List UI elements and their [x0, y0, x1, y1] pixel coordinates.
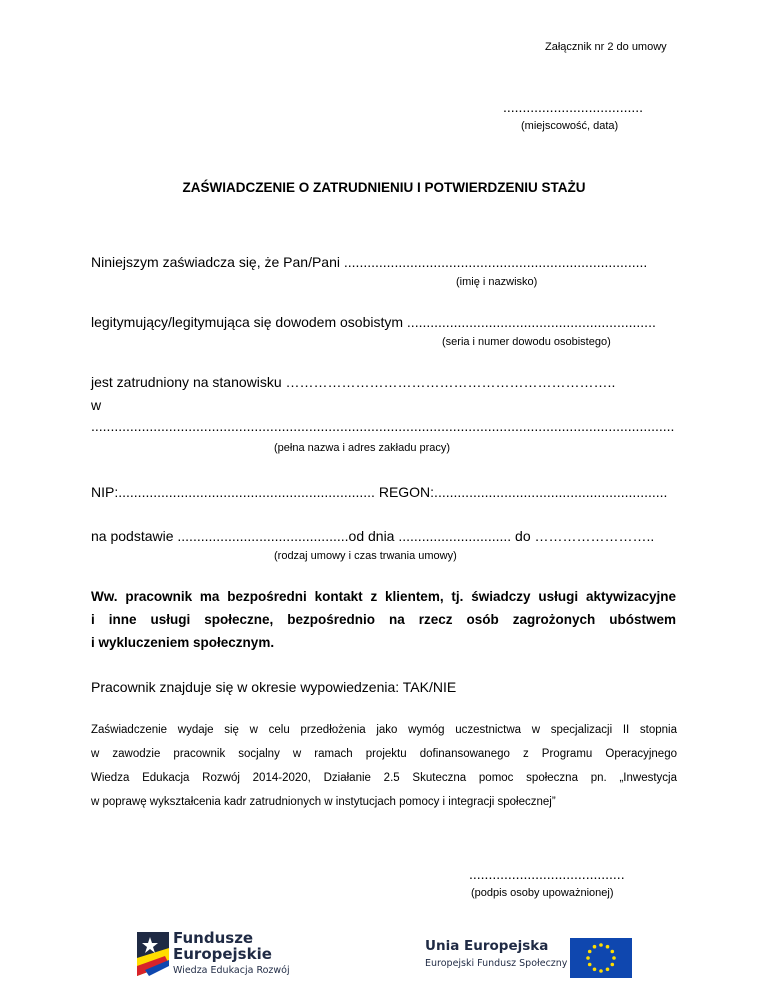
- person-line: Niniejszym zaświadcza się, że Pan/Pani ..............................................................................: [91, 254, 648, 270]
- id-line: legitymujący/legitymująca się dowodem osobistym ................................................................: [91, 314, 656, 330]
- eu-stars-icon: [570, 938, 632, 978]
- purpose-paragraph-line: Zaświadczenie wydaje się w celu przedłożenia jako wymóg uczestnictwa w specjalizacji II stopnia: [91, 724, 677, 736]
- signature-dots: ........................................: [469, 866, 625, 882]
- bold-paragraph: [91, 585, 676, 654]
- id-caption: (seria i numer dowodu osobistego): [442, 336, 611, 348]
- purpose-paragraph-line: w poprawę wykształcenia kadr zatrudnionych w instytucjach pomocy i integracji społecznej”: [91, 796, 556, 808]
- place-date-caption: (miejscowość, data): [521, 120, 619, 132]
- place-date-dots: ....................................: [503, 99, 644, 115]
- signature-caption: (podpis osoby upoważnionej): [471, 887, 614, 899]
- ue-title: Unia Europejska: [425, 938, 549, 954]
- nip-regon-line: NIP:.................................................................. REGON:............................................................: [91, 484, 668, 500]
- fe-flag-icon: [135, 930, 171, 978]
- workplace-caption: (pełna nazwa i adres zakładu pracy): [274, 442, 451, 454]
- notice-line: Pracownik znajduje się w okresie wypowiedzenia: TAK/NIE: [91, 679, 457, 695]
- ue-sub: Europejski Fundusz Społeczny: [425, 958, 568, 969]
- fe-text: [173, 930, 290, 976]
- fe-line1: Fundusze: [173, 929, 254, 947]
- annex-label: Załącznik nr 2 do umowy: [545, 41, 667, 53]
- contract-caption: (rodzaj umowy i czas trwania umowy): [274, 550, 457, 562]
- fe-sub: Wiedza Edukacja Rozwój: [173, 965, 290, 976]
- w-label: w: [91, 397, 102, 413]
- bold-paragraph-line: i inne usługi społeczne, bezpośrednio na rzecz osób zagrożonych ubóstwem: [91, 612, 676, 627]
- purpose-paragraph-line: Wiedza Edukacja Rozwój 2014-2020, Działanie 2.5 Skuteczna pomoc społeczna pn. „Inwestycja: [91, 772, 677, 784]
- purpose-paragraph-line: w zawodzie pracownik socjalny w ramach projektu dofinansowanego z Programu Operacyjnego: [91, 748, 677, 760]
- bold-paragraph-line: Ww. pracownik ma bezpośredni kontakt z klientem, tj. świadczy usługi aktywizacyjne: [91, 589, 676, 604]
- position-line: jest zatrudniony na stanowisku ……………………………………………………………..: [91, 374, 616, 390]
- eu-flag-icon: [570, 938, 632, 978]
- contract-line: na podstawie ............................................od dnia ............................. do ……………………..: [91, 528, 655, 544]
- bold-paragraph-line: i wykluczeniem społecznym.: [91, 635, 275, 650]
- fe-line2: Europejskie: [173, 945, 272, 963]
- workplace-dots: ......................................................................................................................................................: [91, 418, 675, 434]
- fundusze-europejskie-logo: [135, 930, 295, 980]
- purpose-paragraph: [91, 718, 677, 814]
- person-caption: (imię i nazwisko): [456, 276, 538, 288]
- unia-europejska-logo: [425, 938, 640, 980]
- document-title: ZAŚWIADCZENIE O ZATRUDNIENIU I POTWIERDZENIU STAŻU: [182, 180, 586, 195]
